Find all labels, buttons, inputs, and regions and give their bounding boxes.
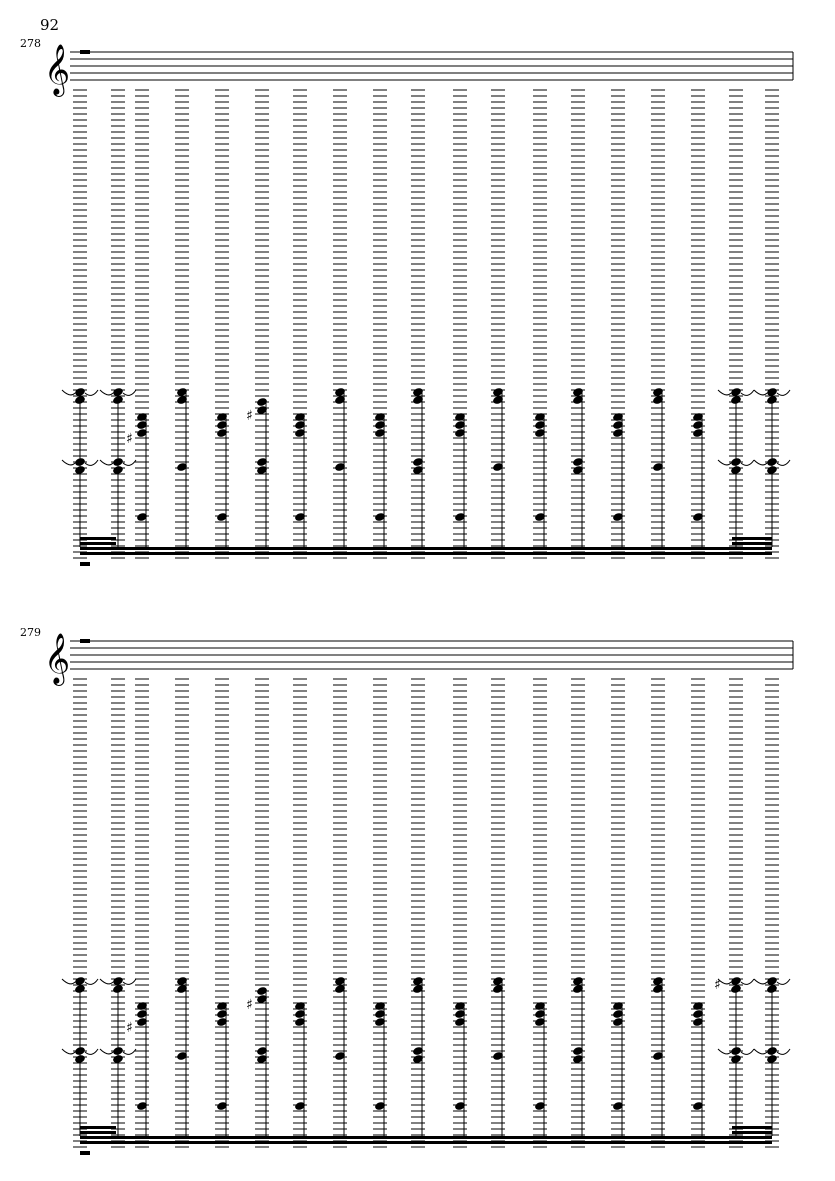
chord bbox=[612, 1001, 624, 1136]
measure-number: 278 bbox=[20, 37, 41, 50]
sharp-icon: ♯ bbox=[126, 1020, 133, 1036]
tie-icon bbox=[85, 1049, 98, 1054]
music-system bbox=[20, 626, 793, 1155]
tie-icon bbox=[754, 390, 767, 395]
ledger-column bbox=[691, 679, 705, 1147]
tie-icon bbox=[777, 460, 790, 465]
ledger-column bbox=[373, 679, 387, 1147]
tie-icon bbox=[754, 979, 767, 984]
chord bbox=[334, 387, 346, 547]
beam bbox=[732, 542, 772, 545]
tie-icon bbox=[741, 1049, 754, 1054]
ledger-column bbox=[533, 679, 547, 1147]
chord bbox=[216, 412, 228, 547]
tie-icon bbox=[62, 979, 75, 984]
beam bbox=[80, 1141, 772, 1144]
chord bbox=[176, 387, 188, 547]
chord bbox=[754, 976, 790, 1136]
sharp-icon: ♯ bbox=[126, 431, 133, 447]
measure-number: 279 bbox=[20, 626, 41, 639]
chord bbox=[216, 1001, 228, 1136]
chord bbox=[100, 387, 136, 547]
chord bbox=[492, 387, 504, 547]
chord bbox=[246, 397, 268, 547]
ledger-column bbox=[533, 90, 547, 558]
ledger-column bbox=[333, 90, 347, 558]
tie-icon bbox=[100, 979, 113, 984]
tie-icon bbox=[100, 390, 113, 395]
chord bbox=[652, 387, 664, 547]
ledger-column bbox=[491, 679, 505, 1147]
tie-icon bbox=[123, 979, 136, 984]
chord bbox=[176, 976, 188, 1136]
ledger-column bbox=[135, 90, 149, 558]
beam bbox=[80, 547, 772, 550]
beam bbox=[80, 1131, 116, 1134]
beam bbox=[732, 1126, 772, 1129]
chord bbox=[652, 976, 664, 1136]
chord bbox=[718, 387, 754, 547]
ledger-column bbox=[333, 679, 347, 1147]
tie-icon bbox=[777, 979, 790, 984]
ledger-column bbox=[611, 679, 625, 1147]
beam bbox=[80, 552, 772, 555]
ledger-column bbox=[373, 90, 387, 558]
ledger-column bbox=[571, 679, 585, 1147]
beam bbox=[80, 1136, 772, 1139]
chord bbox=[454, 412, 466, 547]
ledger-column bbox=[411, 90, 425, 558]
sharp-icon: ♯ bbox=[246, 997, 253, 1013]
whole-rest-icon bbox=[80, 562, 90, 566]
whole-rest-icon bbox=[80, 1151, 90, 1155]
treble-clef-icon: 𝄞 bbox=[44, 44, 71, 95]
whole-rest-icon bbox=[80, 639, 90, 643]
chord bbox=[572, 976, 584, 1136]
tie-icon bbox=[123, 390, 136, 395]
chord bbox=[714, 976, 754, 1136]
chord bbox=[454, 1001, 466, 1136]
chord bbox=[100, 976, 136, 1136]
ledger-column bbox=[175, 90, 189, 558]
ledger-column bbox=[255, 679, 269, 1147]
tie-icon bbox=[62, 390, 75, 395]
music-system bbox=[20, 37, 793, 566]
chord bbox=[612, 412, 624, 547]
ledger-column bbox=[571, 90, 585, 558]
chord bbox=[294, 1001, 306, 1136]
chord bbox=[334, 976, 346, 1136]
ledger-column bbox=[453, 90, 467, 558]
chord bbox=[534, 412, 546, 547]
beam bbox=[80, 537, 116, 540]
ledger-column bbox=[293, 90, 307, 558]
chord bbox=[412, 976, 424, 1136]
tie-icon bbox=[741, 390, 754, 395]
tie-icon bbox=[718, 390, 731, 395]
ledger-column bbox=[411, 679, 425, 1147]
chord bbox=[246, 986, 268, 1136]
sharp-icon: ♯ bbox=[246, 408, 253, 424]
tie-icon bbox=[123, 1049, 136, 1054]
chord bbox=[534, 1001, 546, 1136]
ledger-column bbox=[651, 679, 665, 1147]
treble-clef-icon: 𝄞 bbox=[44, 633, 71, 684]
ledger-column bbox=[215, 679, 229, 1147]
beam bbox=[732, 1131, 772, 1134]
ledger-column bbox=[491, 90, 505, 558]
ledger-column bbox=[255, 90, 269, 558]
tie-icon bbox=[85, 390, 98, 395]
ledger-column bbox=[651, 90, 665, 558]
chord bbox=[374, 1001, 386, 1136]
ledger-column bbox=[691, 90, 705, 558]
tie-icon bbox=[741, 460, 754, 465]
beam bbox=[80, 1126, 116, 1129]
chord bbox=[492, 976, 504, 1136]
chord bbox=[692, 1001, 704, 1136]
chord bbox=[572, 387, 584, 547]
tie-icon bbox=[777, 1049, 790, 1054]
beam bbox=[80, 542, 116, 545]
ledger-column bbox=[175, 679, 189, 1147]
page-number: 92 bbox=[40, 16, 60, 34]
chord bbox=[754, 387, 790, 547]
whole-rest-icon bbox=[80, 50, 90, 54]
ledger-column bbox=[135, 679, 149, 1147]
chord bbox=[62, 976, 98, 1136]
chord bbox=[692, 412, 704, 547]
chord bbox=[412, 387, 424, 547]
ledger-column bbox=[611, 90, 625, 558]
sharp-icon: ♯ bbox=[714, 977, 721, 993]
ledger-column bbox=[453, 679, 467, 1147]
tie-icon bbox=[85, 979, 98, 984]
tie-icon bbox=[777, 390, 790, 395]
tie-icon bbox=[123, 460, 136, 465]
tie-icon bbox=[741, 979, 754, 984]
chord bbox=[62, 387, 98, 547]
ledger-column bbox=[293, 679, 307, 1147]
chord bbox=[374, 412, 386, 547]
tie-icon bbox=[85, 460, 98, 465]
beam bbox=[732, 537, 772, 540]
chord bbox=[294, 412, 306, 547]
ledger-column bbox=[215, 90, 229, 558]
